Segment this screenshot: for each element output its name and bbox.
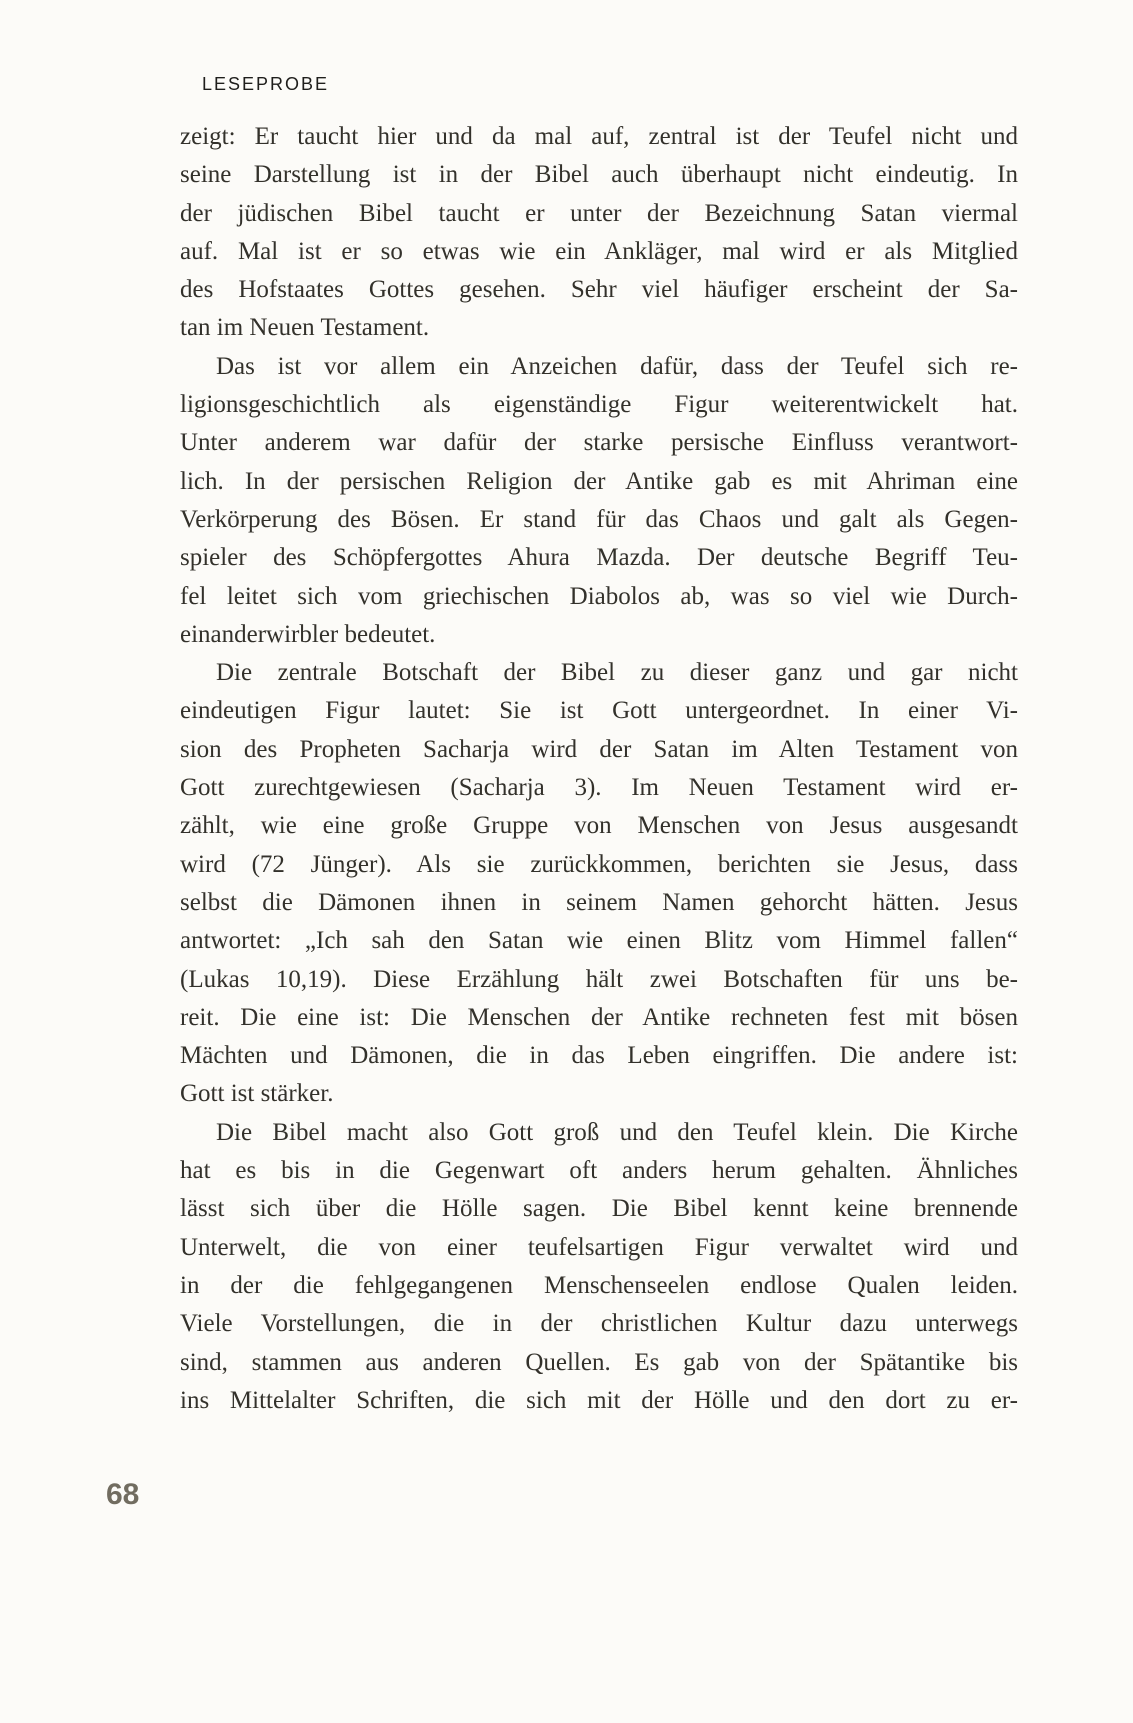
text-line: ins Mittelalter Schriften, die sich mit der Hölle und den dort zu er-: [180, 1386, 1018, 1414]
text-line: wird (72 Jünger). Als sie zurückkommen, berichten sie Jesus, dass: [180, 850, 1018, 878]
text-line: Die Bibel macht also Gott groß und den Teufel klein. Die Kirche: [216, 1118, 1018, 1146]
text-line: Unter anderem war dafür der starke persische Einfluss verantwort-: [180, 429, 1018, 457]
text-line: Mächten und Dämonen, die in das Leben eingriffen. Die andere ist:: [180, 1042, 1018, 1070]
text-line: sion des Propheten Sacharja wird der Satan im Alten Testament von: [180, 735, 1018, 763]
text-line: reit. Die eine ist: Die Menschen der Antike rechneten fest mit bösen: [180, 1003, 1018, 1031]
text-line: auf. Mal ist er so etwas wie ein Ankläger, mal wird er als Mitglied: [180, 237, 1018, 265]
text-line: Gott ist stärker.: [180, 1080, 334, 1108]
text-line: einanderwirbler bedeutet.: [180, 620, 436, 648]
text-line: spieler des Schöpfergottes Ahura Mazda. Der deutsche Begriff Teu-: [180, 544, 1018, 572]
paragraph: [180, 118, 1018, 348]
paragraph: [180, 1114, 1018, 1420]
text-line: zeigt: Er taucht hier und da mal auf, zentral ist der Teufel nicht und: [180, 123, 1018, 150]
text-line: (Lukas 10,19). Diese Erzählung hält zwei Botschaften für uns be-: [180, 965, 1018, 993]
body-text: [180, 118, 1018, 1420]
text-line: fel leitet sich vom griechischen Diabolos ab, was so viel wie Durch-: [180, 582, 1018, 610]
text-line: tan im Neuen Testament.: [180, 314, 430, 342]
text-line: des Hofstaates Gottes gesehen. Sehr viel häufiger erscheint der Sa-: [180, 276, 1018, 304]
text-line: hat es bis in die Gegenwart oft anders herum gehalten. Ähnliches: [180, 1157, 1018, 1185]
text-line: Die zentrale Botschaft der Bibel zu dieser ganz und gar nicht: [216, 659, 1018, 687]
text-line: Unterwelt, die von einer teufelsartigen Figur verwaltet wird und: [180, 1233, 1018, 1261]
text-line: Gott zurechtgewiesen (Sacharja 3). Im Neuen Testament wird er-: [180, 774, 1018, 802]
text-line: seine Darstellung ist in der Bibel auch überhaupt nicht eindeutig. In: [180, 161, 1018, 189]
text-line: eindeutigen Figur lautet: Sie ist Gott untergeordnet. In einer Vi-: [180, 697, 1018, 725]
text-line: antwortet: „Ich sah den Satan wie einen Blitz vom Himmel fallen“: [180, 927, 1018, 955]
text-line: selbst die Dämonen ihnen in seinem Namen gehorcht hätten. Jesus: [180, 888, 1018, 916]
page-number: 68: [106, 1478, 140, 1511]
text-line: sind, stammen aus anderen Quellen. Es gab von der Spätantike bis: [180, 1348, 1018, 1376]
text-line: Viele Vorstellungen, die in der christlichen Kultur dazu unterwegs: [180, 1310, 1018, 1338]
text-line: in der die fehlgegangenen Menschenseelen endlose Qualen leiden.: [180, 1271, 1018, 1299]
text-line: Das ist vor allem ein Anzeichen dafür, dass der Teufel sich re-: [216, 352, 1018, 380]
text-line: ligionsgeschichtlich als eigenständige Figur weiterentwickelt hat.: [180, 391, 1018, 419]
text-line: Verkörperung des Bösen. Er stand für das Chaos und galt als Gegen-: [180, 505, 1018, 533]
text-line: der jüdischen Bibel taucht er unter der Bezeichnung Satan viermal: [180, 199, 1018, 227]
text-line: lich. In der persischen Religion der Antike gab es mit Ahriman eine: [180, 467, 1018, 495]
paragraph: [180, 348, 1018, 654]
section-label: LESEPROBE: [202, 74, 330, 94]
text-line: lässt sich über die Hölle sagen. Die Bibel kennt keine brennende: [180, 1195, 1018, 1223]
paragraph: [180, 654, 1018, 1114]
text-line: zählt, wie eine große Gruppe von Menschen von Jesus ausgesandt: [180, 812, 1018, 840]
